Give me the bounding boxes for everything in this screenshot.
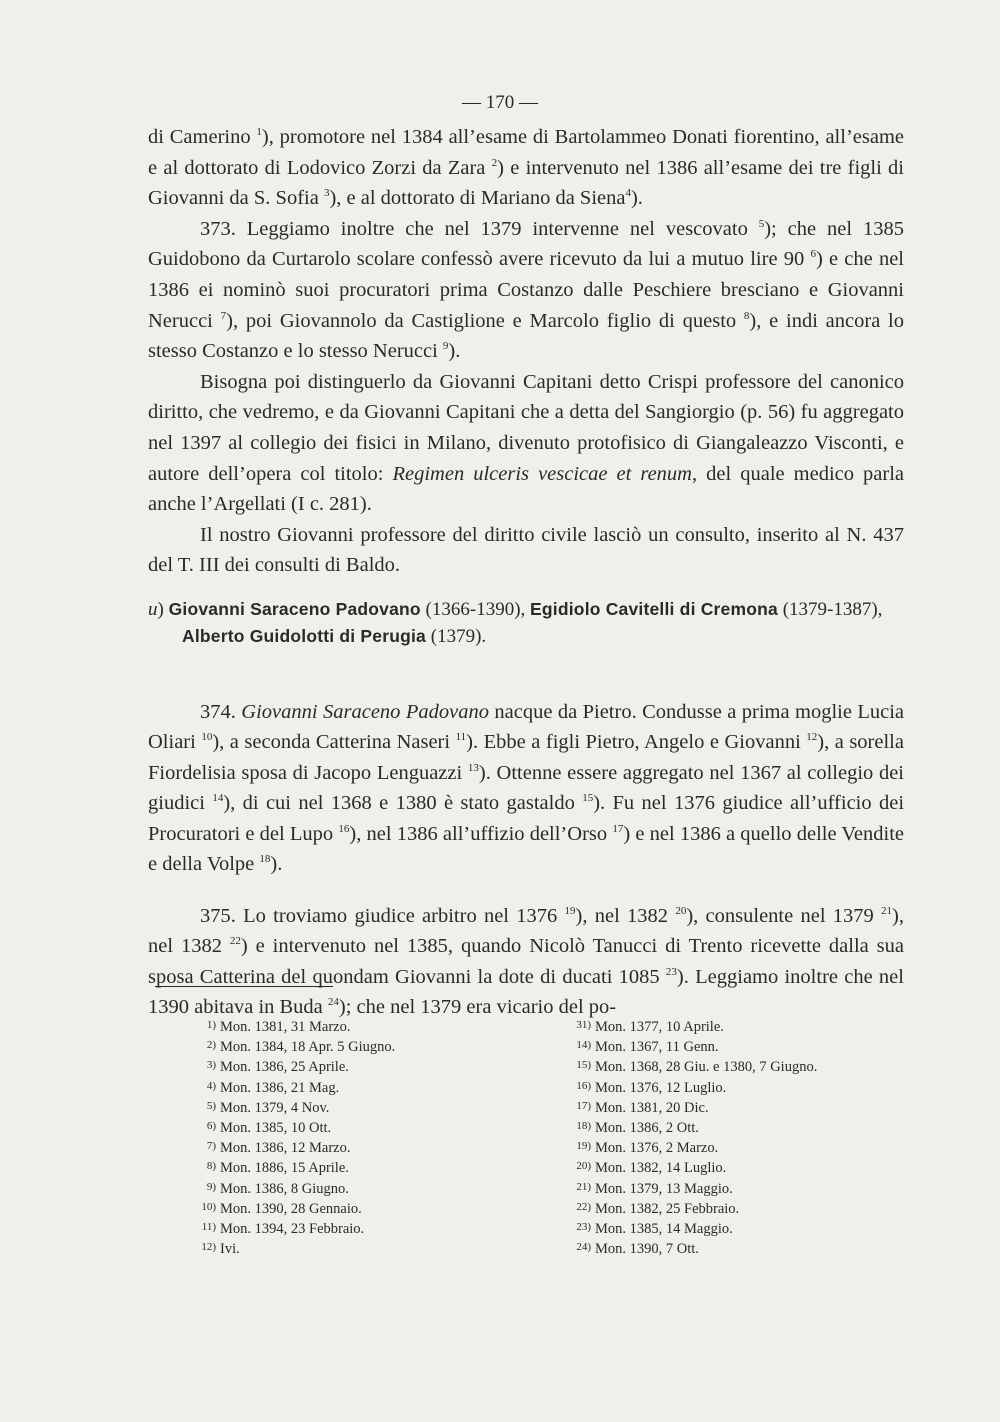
text-run: 374.: [200, 700, 242, 723]
footnote-item: [565, 1097, 905, 1117]
body-text-bottom: [148, 676, 904, 1043]
text-run: ), nel 1386 all’uffizio dell’Orso: [349, 822, 613, 845]
footnote-ref: 14: [212, 792, 224, 805]
footnote-ref: 4: [625, 187, 631, 200]
text-run: di Camerino: [148, 126, 257, 148]
footnote-item: [565, 1157, 905, 1177]
text-run: (1366-1390),: [420, 599, 531, 620]
bold-name: Alberto Guidolotti di Perugia: [182, 626, 426, 646]
footnote-text: Mon. 1386, 2 Ott.: [595, 1120, 699, 1137]
paragraph-continuation: [148, 122, 904, 214]
text-run: ), e al dottorato di Mariano da Siena: [329, 187, 626, 210]
footnote-ref: 16: [338, 823, 350, 836]
paragraph-373: [148, 214, 904, 367]
footnote-text: Mon. 1382, 25 Febbraio.: [595, 1200, 740, 1217]
italic-text: u: [148, 599, 158, 620]
text-run: ), promotore nel 1384 all’esame di Bartolammeo Donati fiorentino, all’esame e al dottorato di Lodovico Zorzi da Zara: [148, 126, 904, 179]
footnote-item: [190, 1036, 520, 1056]
footnote-mark: 22): [576, 1200, 591, 1213]
text-run: ), nel 1382: [575, 904, 676, 927]
paragraph-capitani: [148, 367, 904, 520]
text-run: ) e che nel 1386 ei nominò suoi procuratori prima Costanzo dalle Peschiere bresciano e Giovanni Nerucci: [148, 248, 905, 332]
footnote-text: Mon. 1368, 28 Giu. e 1380, 7 Giugno.: [595, 1059, 818, 1076]
footnote-text: Mon. 1367, 11 Genn.: [595, 1039, 719, 1056]
footnote-item: [565, 1137, 905, 1157]
text-run: ).: [270, 853, 283, 876]
footnote-text: Ivi.: [220, 1241, 240, 1258]
footnote-ref: 21: [881, 904, 893, 917]
text-run: ), a sorella Fiordelisia sposa di Jacopo Lenguazzi: [148, 731, 904, 784]
footnote-ref: 2: [491, 156, 498, 169]
footnote-ref: 20: [675, 904, 687, 917]
footnote-item: [190, 1016, 520, 1036]
footnote-mark: 11): [201, 1221, 216, 1234]
footnote-item: [190, 1077, 520, 1097]
text-run: ). Fu nel 1376 giudice all’ufficio dei Procuratori e del Lupo: [148, 792, 905, 845]
footnote-mark: 19): [576, 1140, 591, 1153]
footnote-mark: 10): [201, 1200, 216, 1213]
footnote-text: Mon. 1381, 20 Dic.: [595, 1099, 709, 1116]
footnote-ref: 11: [455, 731, 467, 744]
italic-text: Regimen ulceris vescicae et renum: [392, 462, 692, 485]
paragraph-consulto: [148, 520, 904, 581]
footnote-text: Mon. 1381, 31 Marzo.: [220, 1019, 351, 1035]
footnote-item: [190, 1097, 520, 1117]
footnote-ref: 15: [582, 792, 594, 805]
text-run: , del quale medico parla anche l’Argellati (I c. 281).: [148, 462, 904, 516]
footnote-ref: 24: [327, 996, 339, 1009]
footnote-text: Mon. 1379, 13 Maggio.: [595, 1180, 733, 1197]
footnote-text: Mon. 1377, 10 Aprile.: [595, 1019, 724, 1035]
text-run: ), a seconda Catterina Naseri: [212, 731, 456, 754]
text-run: ). Ebbe a figli Pietro, Angelo e Giovanni: [466, 731, 807, 754]
footnotes: [0, 1016, 1000, 1256]
footnote-item: [190, 1218, 520, 1238]
footnote-ref: 8: [743, 309, 750, 322]
footnote-text: Mon. 1390, 28 Gennaio.: [220, 1200, 362, 1217]
paragraph-375: [148, 901, 904, 1023]
text-run: nacque da Pietro. Condusse a prima moglie Lucia Oliari: [148, 700, 905, 754]
footnote-text: Mon. 1379, 4 Nov.: [220, 1099, 330, 1116]
text-run: ), di cui nel 1368 e 1380 è stato gastaldo: [223, 792, 583, 815]
footnote-mark: 24): [576, 1241, 591, 1254]
footnote-item: [190, 1238, 520, 1258]
footnote-ref: 5: [758, 217, 765, 230]
footnote-item: [565, 1036, 905, 1056]
footnote-mark: 8): [206, 1160, 216, 1173]
footnote-mark: 12): [201, 1241, 216, 1254]
text-run: ), nel 1382: [148, 904, 904, 958]
footnote-item: [565, 1178, 905, 1198]
footnote-item: [565, 1198, 905, 1218]
section-heading-u: [148, 596, 908, 650]
text-run: ), consulente nel 1379: [686, 904, 882, 927]
text-run: ): [157, 599, 169, 620]
text-run: (1379-1387),: [777, 599, 883, 620]
bold-name: Giovanni Saraceno Padovano: [168, 599, 421, 619]
footnote-item: [190, 1198, 520, 1218]
footnote-item: [565, 1117, 905, 1137]
footnote-ref: 23: [665, 965, 677, 978]
footnote-ref: 7: [220, 309, 227, 322]
footnote-item: [190, 1137, 520, 1157]
text-run: 373. Leggiamo inoltre che nel 1379 intervenne nel vescovato: [200, 217, 759, 240]
footnote-mark: 21): [576, 1180, 591, 1193]
text-run: ) e nel 1386 a quello delle Vendite e della Volpe: [148, 822, 904, 876]
text-run: ); che nel 1385 Guidobono da Curtarolo scolare confessò avere ricevuto da lui a mutuo lire 90: [148, 217, 904, 271]
footnote-ref: 9: [442, 340, 449, 353]
footnote-item: [565, 1056, 905, 1076]
footnote-ref: 10: [201, 731, 213, 744]
footnote-text: Mon. 1886, 15 Aprile.: [220, 1160, 349, 1177]
footnote-mark: 5): [206, 1099, 216, 1112]
footnote-text: Mon. 1394, 23 Febbraio.: [220, 1221, 365, 1238]
footnote-mark: 3): [206, 1059, 216, 1072]
text-run: ). Ottenne essere aggregato nel 1367 al collegio dei giudici: [148, 761, 904, 815]
bold-name: Egidiolo Cavitelli di Cremona: [530, 599, 778, 619]
text-run: ).: [448, 340, 461, 363]
footnote-text: Mon. 1386, 25 Aprile.: [220, 1059, 349, 1076]
footnote-mark: 31): [576, 1019, 591, 1031]
footnote-ref: 3: [323, 187, 330, 200]
footnote-item: [565, 1238, 905, 1258]
text-run: ) e intervenuto nel 1385, quando Nicolò Tanucci di Trento ricevette dalla sua sposa Catterina del quondam Giovanni la dote di ducati 1085: [148, 935, 904, 988]
footnote-ref: 12: [806, 731, 818, 744]
footnote-mark: 20): [576, 1160, 591, 1173]
footnote-ref: 19: [564, 904, 576, 917]
text-run: ); che nel 1379 era vicario del po-: [338, 996, 617, 1019]
footnotes-right-column: [565, 1016, 905, 1258]
footnote-ref: 13: [467, 761, 479, 774]
paragraph-374: [148, 697, 904, 881]
footnote-item: [190, 1178, 520, 1198]
footnote-ref: 17: [612, 823, 624, 836]
footnote-text: Mon. 1386, 12 Marzo.: [220, 1140, 351, 1157]
footnote-ref: 18: [259, 853, 271, 866]
italic-text: Giovanni Saraceno Padovano: [241, 700, 489, 723]
footnote-mark: 18): [576, 1120, 591, 1133]
footnote-mark: 16): [576, 1079, 591, 1092]
footnote-mark: 17): [576, 1099, 591, 1112]
body-text-top: [148, 122, 904, 581]
text-run: ). Leggiamo inoltre che nel 1390 abitava in Buda: [148, 965, 904, 1019]
footnote-item: [565, 1016, 905, 1036]
footnote-item: [190, 1056, 520, 1076]
page-number: — 170 —: [462, 92, 538, 113]
footnotes-left-column: [190, 1016, 520, 1258]
footnote-text: Mon. 1386, 21 Mag.: [220, 1079, 340, 1096]
footnote-text: Mon. 1385, 14 Maggio.: [595, 1221, 733, 1238]
footnote-mark: 15): [576, 1059, 591, 1072]
footnote-item: [565, 1218, 905, 1238]
footnote-mark: 6): [206, 1120, 216, 1133]
footnote-text: Mon. 1390, 7 Ott.: [595, 1241, 699, 1258]
text-run: ).: [630, 187, 643, 210]
footnote-mark: 9): [206, 1180, 216, 1193]
footnote-text: Mon. 1386, 8 Giugno.: [220, 1180, 349, 1197]
footnote-mark: 14): [576, 1039, 591, 1052]
footnote-mark: 7): [206, 1140, 216, 1153]
text-run: Il nostro Giovanni professore del diritto civile lasciò un consulto, inserito al N. 437 del T. III dei consulti di Baldo.: [148, 523, 904, 577]
footnote-mark: 23): [576, 1221, 591, 1234]
footnote-item: [565, 1077, 905, 1097]
heading-indent: [148, 626, 182, 647]
footnote-text: Mon. 1384, 18 Apr. 5 Giugno.: [220, 1039, 396, 1056]
footnote-text: Mon. 1376, 12 Luglio.: [595, 1079, 727, 1096]
text-run: ), e indi ancora lo stesso Costanzo e lo stesso Nerucci: [148, 309, 904, 363]
footnote-text: Mon. 1385, 10 Ott.: [220, 1120, 332, 1137]
footnote-mark: 1): [206, 1019, 216, 1031]
footnote-mark: 4): [206, 1079, 216, 1092]
footnote-item: [190, 1117, 520, 1137]
footnote-text: Mon. 1382, 14 Luglio.: [595, 1160, 727, 1177]
text-run: Bisogna poi distinguerlo da Giovanni Capitani detto Crispi professore del canonico diritto, che vedremo, e da Giovanni Capitani che a detta del Sangiorgio (p. 56) fu aggregato nel 1397 al collegio dei fisici in Milano, divenuto protofisico di Giangaleazzo Visconti, e autore dell’opera col titolo:: [148, 370, 904, 485]
text-run: 375. Lo troviamo giudice arbitro nel 1376: [200, 904, 565, 927]
footnote-text: Mon. 1376, 2 Marzo.: [595, 1140, 719, 1157]
text-run: ), poi Giovannolo da Castiglione e Marcolo figlio di questo: [226, 309, 744, 332]
footnote-ref: 1: [256, 126, 262, 139]
footnote-rule: [155, 986, 333, 987]
footnote-mark: 2): [206, 1039, 216, 1052]
text-run: (1379).: [426, 626, 487, 647]
text-run: ) e intervenuto nel 1386 all’esame dei tre figli di Giovanni da S. Sofia: [148, 156, 904, 210]
footnote-ref: 6: [810, 248, 816, 261]
footnote-item: [190, 1157, 520, 1177]
footnote-ref: 22: [229, 935, 241, 948]
